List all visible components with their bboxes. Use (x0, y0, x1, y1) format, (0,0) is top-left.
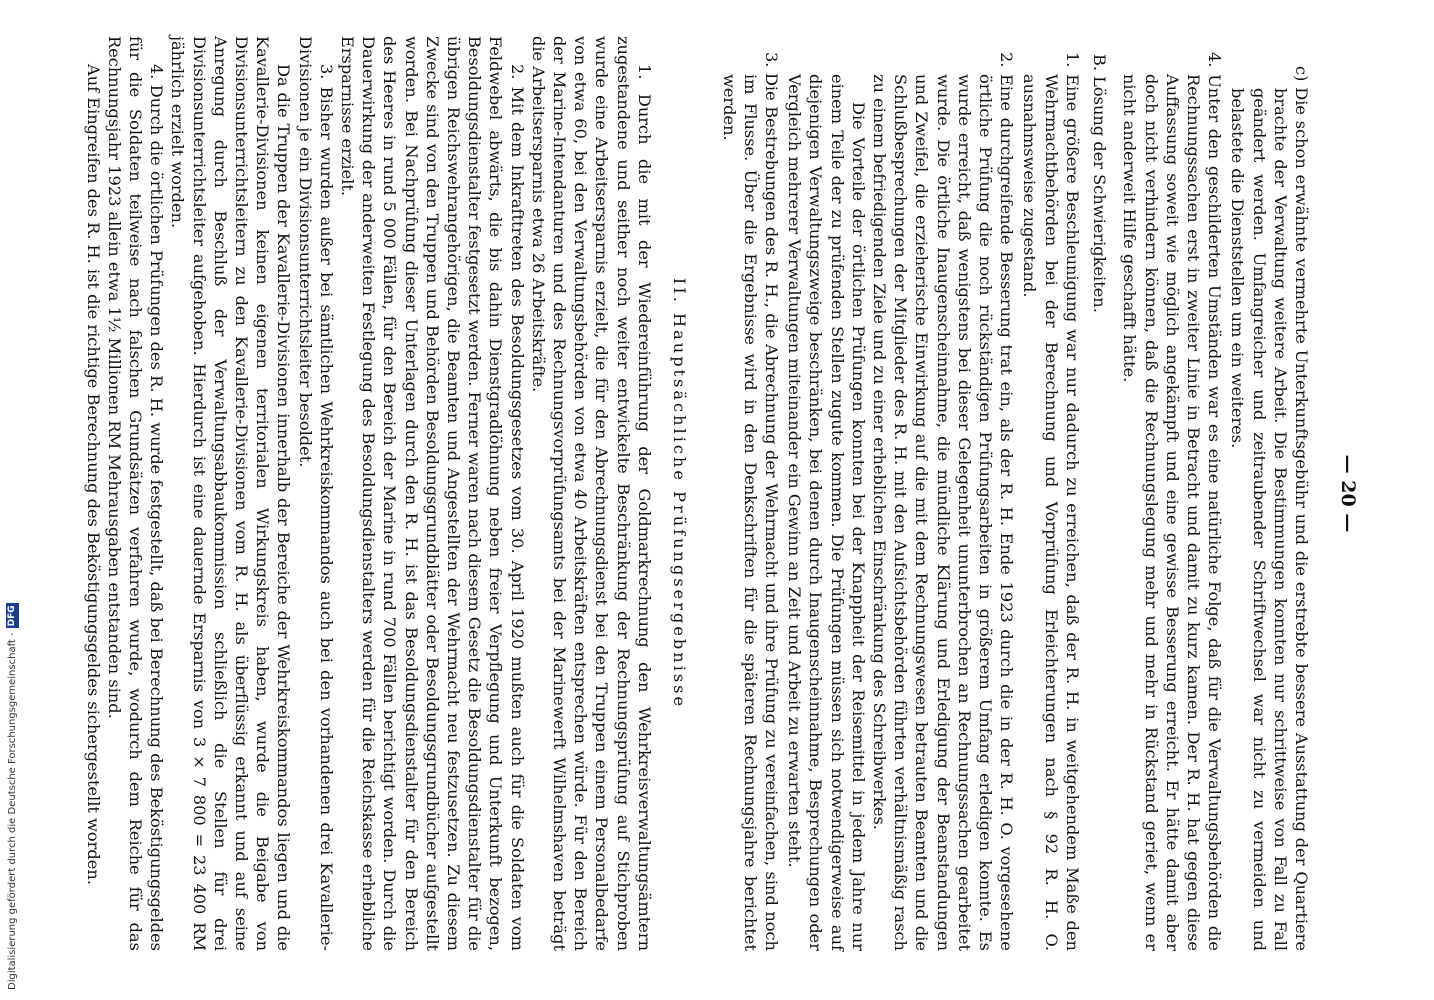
paragraph-ii-4: 4. Durch die örtlichen Prüfungen des R. H. wurde festgestellt, daß bei Berechnung des Beköstigungsgeldes für die Soldaten teilweise nach falschen Grundsätzen verfahren wurde, wodurch dem Reiche für das Rechnungsjahr 1923 allein etwa 1½ Millionen RM Mehrausgaben entstanden sind. (104, 36, 167, 951)
dfg-logo: DFG (6, 605, 17, 627)
heading-b: B. Lösung der Schwierigkeiten. (1090, 54, 1109, 313)
paragraph-ii-1: 1. Durch die mit der Wiedereinführung der Goldmarkrechnung den Wehrkreisverwaltungsämtern zugestandene und seither noch weiter entwickelte Beschränkung der Rechnungsprüfung auf Stichproben wurde eine Arbeitsersparnis erzielt, die für den Abrechnungsdienst bei den Truppen einem Personalbedarfe von etwa 60, bei den Verwaltungsbehörden von etwa 40 Arbeitskräften entsprechen würde. Für den Bereich der Marine-Intendanturen und des Rechnungsvorprüfungsamts bei der Marinewerft Wilhelmshaven beträgt die Arbeitsersparnis etwa 26 Arbeitskräfte. (528, 36, 654, 951)
digitization-footer (4, 0, 20, 990)
paragraph-ii-3: 3. Bisher wurden außer bei sämtlichen Wehrkreiskommandos auch bei den vorhandenen drei Kavallerie-Divisionen je ein Divisionsunterrichtsleiter besoldet. (295, 36, 336, 951)
paragraph-ii-4-continuation: Auf Eingreifen des R. H. ist die richtige Berechnung des Beköstigungsgeldes sichergestellt worden. (83, 64, 103, 885)
item-2-continuation: Die Vorteile der örtlichen Prüfungen konnten bei der Knappheit der Reisemittel in jedem Jahre nur einem Teile der zu prüfenden Stellen zugute kommen. Die Prüfungen müssen sich notwendigerweise auf diejenigen Verwaltungszweige beschränken, bei denen durch Inaugenscheinnahme, Besprechungen oder Vergleich mehrerer Verwaltungen miteinander ein Gewinn an Zeit und Arbeit zu erwarten steht. (785, 74, 868, 951)
section-ii (82, 36, 690, 951)
section-b (718, 36, 1110, 951)
item-3: 3. Die Bestrebungen des R. H., die Abrechnung der Wehrmacht und ihre Prüfung zu vereinfachen, sind noch im Flusse. Über die Ergebnisse wird in den Denkschriften für die späteren Rechnungsjahre berichtet werden. (719, 52, 781, 951)
heading-ii: II. Hauptsächliche Prüfungsergebnisse (670, 277, 689, 710)
rotated-page-content (83, 36, 1359, 951)
paragraph-4: 4. Unter den geschilderten Umständen war es eine natürliche Folge, daß für die Verwaltungsbehörden die Rechnungssachen erst in zweiter Linie in Betracht und damit zu kurz kamen. Der R. H. hat gegen diese Auffassung soweit wie möglich angekämpft und eine gewisse Besserung erreicht. Er hätte damit aber doch nicht verhindern können, daß die Rechnungslegung mehr und mehr in Rückstand geriet, wenn er nicht anderweit Hilfe geschafft hätte. (1120, 52, 1225, 951)
item-2: 2. Eine durchgreifende Besserung trat ein, als der R. H. Ende 1923 durch die in der R. H. O. vorgesehene örtliche Prüfung die noch rückständigen Prüfungsarbeiten in größerem Umfang erledigen konnte. Es wurde erreicht, daß wenigstens bei dieser Gelegenheit ununterbrochen an Rechnungssachen gearbeitet wurde. Die örtliche Inaugenscheinnahme, die mündliche Klärung und Erledigung der Beanstandungen und Zweifel, die erzieherische Einwirkung auf die mit dem Rechnungswesen betrauten Beamten und die Schlußbesprechungen der Mitglieder des R. H. mit den Aufsichtsbehörden führten verhältnismäßig rasch zu einem befriedigenden Ziele und zu einer erheblichen Einschränkung des Schreibwerkes. (869, 52, 1017, 951)
paragraph-ii-2: 2. Mit dem Inkrafttreten des Besoldungsgesetzes vom 30. April 1920 mußten auch für die Soldaten vom Feldwebel abwärts, die bis dahin Dienstgradlöhnung neben freier Verpflegung und Unterkunft bezogen, Besoldungsdienstalter festgesetzt werden. Ferner waren nach diesem Gesetz die Besoldungsdienstalter für die übrigen Reichswehrangehörigen, die Beamten und Angestellten der Wehrmacht neu festzusetzen. Zu diesem Zwecke sind von den Truppen und Behörden Besoldungsgrundblätter oder Besoldungsgrundbücher aufgestellt worden. Bei Nachprüfung dieser Unterlagen durch den R. H. ist das Besoldungsdienstalter für den Bereich des Heeres in rund 5 000 Fällen, für den Bereich der Marine in rund 700 Fällen berichtigt worden. Durch die Dauerwirkung der anderweiten Festlegung des Besoldungsdienstalters werden für die Reichskasse erhebliche Ersparnisse erzielt. (337, 36, 527, 951)
paragraph-c: c) Die schon erwähnte vermehrte Unterkunftsgebühr und die erstrebte bessere Ausstattung der Quartiere brachte der Verwaltung weitere Arbeit. Die Bestimmungen konnten nur schrittweise von Fall zu Fall geändert werden. Umfangreicher und zeitraubender Schriftwechsel war nicht zu vermeiden und belastete die Dienststellen um ein weiteres. (1228, 66, 1311, 951)
page-number: — 20 — (1337, 454, 1359, 533)
footer-text: Digitalisierung gefördert durch die Deutsche Forschungsgemeinschaft - (6, 632, 18, 990)
section-a-continuation (1119, 36, 1312, 951)
item-1: 1. Eine größere Beschleunigung war nur dadurch zu erreichen, daß der R. H. in weitgehendem Maße den Wehrmachtbehörden bei der Berechnung und Vorprüfung Erleichterungen nach § 92 R. H. O. ausnahmsweise zugestand. (1020, 52, 1082, 951)
paragraph-ii-3-continuation: Da die Truppen der Kavallerie-Divisionen innerhalb der Bereiche der Wehrkreiskommandos liegen und die Kavallerie-Divisionen keinen eigenen territorialen Wirkungskreis haben, wurde die Beigabe von Divisionsunterrichtsleitern zu den Kavallerie-Divisionen vom R. H. als überflüssig erkannt und auf seine Anregung durch Beschluß der Verwaltungsabbaukommission schließlich die Stellen für drei Divisionsunterrichtsleiter aufgehoben. Hierdurch ist eine dauernde Ersparnis von 3 × 7 800 = 23 400 RM jährlich erzielt worden. (168, 36, 294, 951)
